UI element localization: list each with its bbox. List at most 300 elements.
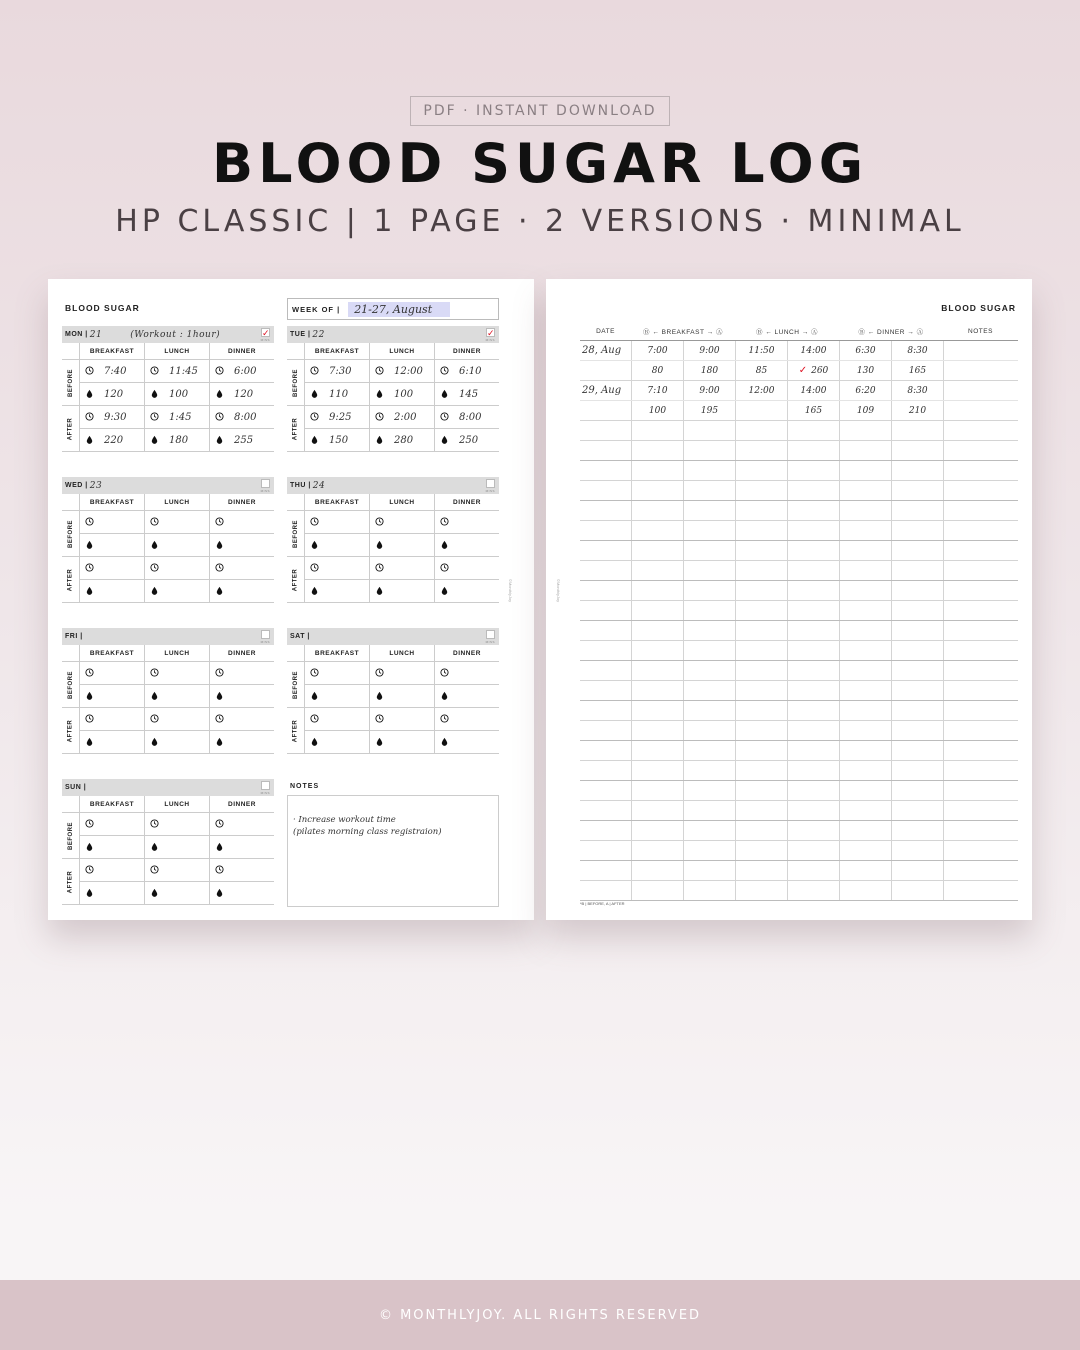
table-cell[interactable] xyxy=(631,561,683,580)
table-cell[interactable] xyxy=(787,721,839,740)
date-cell[interactable] xyxy=(580,801,631,820)
table-cell[interactable] xyxy=(839,521,891,540)
table-cell[interactable] xyxy=(735,401,787,420)
table-cell[interactable] xyxy=(631,341,683,360)
after-time-cell[interactable] xyxy=(80,406,144,429)
table-cell[interactable] xyxy=(683,821,735,840)
table-cell[interactable] xyxy=(683,501,735,520)
before-time-cell[interactable] xyxy=(210,662,274,685)
table-cell[interactable] xyxy=(631,521,683,540)
before-glucose-cell[interactable] xyxy=(370,685,434,708)
table-cell[interactable] xyxy=(683,601,735,620)
date-cell[interactable] xyxy=(580,841,631,860)
after-glucose-cell[interactable] xyxy=(210,882,274,905)
miss-checkbox[interactable] xyxy=(261,630,270,639)
table-cell[interactable] xyxy=(943,841,1018,860)
after-time-cell[interactable] xyxy=(435,708,499,731)
after-time-cell[interactable] xyxy=(370,708,434,731)
table-cell[interactable] xyxy=(891,461,943,480)
table-cell[interactable] xyxy=(631,441,683,460)
date-cell[interactable] xyxy=(580,501,631,520)
table-cell[interactable] xyxy=(787,621,839,640)
table-cell[interactable] xyxy=(891,581,943,600)
table-cell[interactable] xyxy=(891,641,943,660)
table-cell[interactable] xyxy=(839,721,891,740)
table-cell[interactable] xyxy=(735,341,787,360)
table-cell[interactable] xyxy=(891,561,943,580)
table-cell[interactable] xyxy=(787,861,839,880)
before-time-cell[interactable] xyxy=(370,511,434,534)
date-cell[interactable] xyxy=(580,561,631,580)
after-glucose-cell[interactable] xyxy=(210,580,274,603)
table-cell[interactable] xyxy=(839,341,891,360)
before-glucose-cell[interactable] xyxy=(210,534,274,557)
date-cell[interactable] xyxy=(580,361,631,380)
date-cell[interactable] xyxy=(580,621,631,640)
table-cell[interactable] xyxy=(787,641,839,660)
after-glucose-cell[interactable] xyxy=(80,882,144,905)
table-cell[interactable] xyxy=(943,881,1018,900)
table-cell[interactable] xyxy=(891,701,943,720)
table-cell[interactable] xyxy=(683,861,735,880)
table-cell[interactable] xyxy=(683,361,735,380)
table-cell[interactable] xyxy=(631,741,683,760)
table-cell[interactable] xyxy=(891,601,943,620)
table-cell[interactable] xyxy=(839,461,891,480)
date-cell[interactable] xyxy=(580,601,631,620)
date-cell[interactable] xyxy=(580,401,631,420)
table-cell[interactable] xyxy=(735,781,787,800)
table-cell[interactable] xyxy=(787,521,839,540)
table-cell[interactable] xyxy=(735,521,787,540)
before-glucose-cell[interactable] xyxy=(80,685,144,708)
after-glucose-cell[interactable] xyxy=(210,731,274,754)
table-cell[interactable] xyxy=(839,561,891,580)
miss-checkbox[interactable] xyxy=(486,479,495,488)
table-cell[interactable] xyxy=(735,741,787,760)
table-cell[interactable] xyxy=(735,381,787,400)
after-time-cell[interactable] xyxy=(305,708,369,731)
table-cell[interactable] xyxy=(631,861,683,880)
table-cell[interactable] xyxy=(787,421,839,440)
before-glucose-cell[interactable] xyxy=(145,685,209,708)
table-cell[interactable] xyxy=(943,621,1018,640)
table-cell[interactable] xyxy=(839,861,891,880)
table-cell[interactable] xyxy=(735,661,787,680)
table-cell[interactable] xyxy=(683,661,735,680)
table-cell[interactable] xyxy=(839,741,891,760)
table-cell[interactable] xyxy=(787,681,839,700)
table-cell[interactable] xyxy=(735,641,787,660)
table-cell[interactable] xyxy=(683,641,735,660)
before-time-cell[interactable] xyxy=(370,360,434,383)
table-cell[interactable] xyxy=(735,541,787,560)
table-cell[interactable] xyxy=(787,441,839,460)
table-cell[interactable] xyxy=(891,821,943,840)
date-cell[interactable] xyxy=(580,481,631,500)
table-cell[interactable] xyxy=(631,481,683,500)
after-glucose-cell[interactable] xyxy=(145,429,209,452)
after-time-cell[interactable] xyxy=(435,557,499,580)
table-cell[interactable] xyxy=(943,741,1018,760)
date-cell[interactable] xyxy=(580,881,631,900)
table-cell[interactable] xyxy=(943,521,1018,540)
table-cell[interactable] xyxy=(735,501,787,520)
date-cell[interactable] xyxy=(580,641,631,660)
before-time-cell[interactable] xyxy=(80,511,144,534)
before-glucose-cell[interactable] xyxy=(435,685,499,708)
after-glucose-cell[interactable] xyxy=(370,580,434,603)
date-cell[interactable] xyxy=(580,381,631,400)
table-cell[interactable] xyxy=(943,501,1018,520)
after-glucose-cell[interactable] xyxy=(145,882,209,905)
table-cell[interactable] xyxy=(891,761,943,780)
after-time-cell[interactable] xyxy=(145,859,209,882)
before-time-cell[interactable] xyxy=(435,511,499,534)
date-cell[interactable] xyxy=(580,661,631,680)
table-cell[interactable] xyxy=(891,721,943,740)
table-cell[interactable] xyxy=(735,361,787,380)
table-cell[interactable] xyxy=(839,481,891,500)
miss-checkbox[interactable]: ✓ xyxy=(487,328,496,338)
table-cell[interactable] xyxy=(839,641,891,660)
table-cell[interactable] xyxy=(631,641,683,660)
table-cell[interactable] xyxy=(735,421,787,440)
table-cell[interactable] xyxy=(787,741,839,760)
table-cell[interactable] xyxy=(943,781,1018,800)
table-cell[interactable] xyxy=(839,541,891,560)
table-cell[interactable] xyxy=(891,801,943,820)
date-cell[interactable] xyxy=(580,581,631,600)
before-time-cell[interactable] xyxy=(80,360,144,383)
table-cell[interactable] xyxy=(787,661,839,680)
after-time-cell[interactable] xyxy=(210,859,274,882)
date-cell[interactable] xyxy=(580,441,631,460)
table-cell[interactable] xyxy=(839,801,891,820)
after-glucose-cell[interactable] xyxy=(305,429,369,452)
table-cell[interactable] xyxy=(683,881,735,900)
table-cell[interactable] xyxy=(943,361,1018,380)
table-cell[interactable] xyxy=(787,561,839,580)
before-time-cell[interactable] xyxy=(305,360,369,383)
table-cell[interactable] xyxy=(891,661,943,680)
table-cell[interactable] xyxy=(891,841,943,860)
after-glucose-cell[interactable] xyxy=(80,580,144,603)
date-cell[interactable] xyxy=(580,721,631,740)
table-cell[interactable] xyxy=(735,701,787,720)
table-cell[interactable] xyxy=(683,441,735,460)
date-cell[interactable] xyxy=(580,861,631,880)
table-cell[interactable] xyxy=(631,621,683,640)
before-glucose-cell[interactable] xyxy=(305,534,369,557)
table-cell[interactable] xyxy=(631,461,683,480)
table-cell[interactable] xyxy=(943,821,1018,840)
before-time-cell[interactable] xyxy=(145,662,209,685)
table-cell[interactable] xyxy=(631,421,683,440)
table-cell[interactable] xyxy=(891,741,943,760)
date-cell[interactable] xyxy=(580,681,631,700)
table-cell[interactable] xyxy=(943,341,1018,360)
table-cell[interactable] xyxy=(787,481,839,500)
table-cell[interactable] xyxy=(631,841,683,860)
after-glucose-cell[interactable] xyxy=(435,731,499,754)
after-time-cell[interactable] xyxy=(80,708,144,731)
after-time-cell[interactable] xyxy=(145,557,209,580)
table-cell[interactable] xyxy=(943,801,1018,820)
before-time-cell[interactable] xyxy=(210,813,274,836)
table-cell[interactable] xyxy=(631,501,683,520)
table-cell[interactable] xyxy=(787,501,839,520)
after-time-cell[interactable] xyxy=(145,406,209,429)
before-time-cell[interactable] xyxy=(145,360,209,383)
table-cell[interactable] xyxy=(683,801,735,820)
after-glucose-cell[interactable] xyxy=(145,731,209,754)
before-glucose-cell[interactable] xyxy=(210,383,274,406)
before-time-cell[interactable] xyxy=(305,511,369,534)
table-cell[interactable] xyxy=(891,521,943,540)
miss-checkbox[interactable] xyxy=(261,781,270,790)
table-cell[interactable] xyxy=(735,821,787,840)
table-cell[interactable] xyxy=(943,601,1018,620)
before-glucose-cell[interactable] xyxy=(435,534,499,557)
table-cell[interactable] xyxy=(631,781,683,800)
table-cell[interactable] xyxy=(943,681,1018,700)
before-glucose-cell[interactable] xyxy=(370,383,434,406)
table-cell[interactable] xyxy=(683,381,735,400)
table-cell[interactable] xyxy=(943,661,1018,680)
date-cell[interactable] xyxy=(580,821,631,840)
before-glucose-cell[interactable] xyxy=(305,685,369,708)
miss-checkbox[interactable]: ✓ xyxy=(262,328,271,338)
before-glucose-cell[interactable] xyxy=(80,534,144,557)
before-time-cell[interactable] xyxy=(145,511,209,534)
table-cell[interactable] xyxy=(943,721,1018,740)
table-cell[interactable] xyxy=(787,381,839,400)
table-cell[interactable] xyxy=(787,881,839,900)
miss-checkbox[interactable] xyxy=(261,479,270,488)
before-glucose-cell[interactable] xyxy=(145,534,209,557)
table-cell[interactable] xyxy=(891,501,943,520)
after-time-cell[interactable] xyxy=(305,557,369,580)
after-glucose-cell[interactable] xyxy=(435,429,499,452)
table-cell[interactable] xyxy=(735,461,787,480)
table-cell[interactable] xyxy=(683,481,735,500)
table-cell[interactable] xyxy=(891,441,943,460)
before-time-cell[interactable] xyxy=(80,813,144,836)
table-cell[interactable] xyxy=(891,381,943,400)
table-cell[interactable] xyxy=(787,761,839,780)
table-cell[interactable] xyxy=(891,681,943,700)
table-cell[interactable] xyxy=(631,381,683,400)
table-cell[interactable] xyxy=(683,461,735,480)
table-cell[interactable] xyxy=(891,401,943,420)
after-glucose-cell[interactable] xyxy=(370,429,434,452)
table-cell[interactable] xyxy=(735,761,787,780)
date-cell[interactable] xyxy=(580,421,631,440)
table-cell[interactable] xyxy=(735,881,787,900)
table-cell[interactable] xyxy=(787,841,839,860)
table-cell[interactable] xyxy=(839,681,891,700)
table-cell[interactable] xyxy=(787,341,839,360)
table-cell[interactable] xyxy=(839,381,891,400)
before-glucose-cell[interactable] xyxy=(305,383,369,406)
table-cell[interactable] xyxy=(683,741,735,760)
table-cell[interactable] xyxy=(631,801,683,820)
table-cell[interactable] xyxy=(735,721,787,740)
before-glucose-cell[interactable] xyxy=(210,836,274,859)
table-cell[interactable] xyxy=(943,641,1018,660)
after-glucose-cell[interactable] xyxy=(80,731,144,754)
table-cell[interactable] xyxy=(631,701,683,720)
table-cell[interactable] xyxy=(839,621,891,640)
table-cell[interactable] xyxy=(683,841,735,860)
after-time-cell[interactable] xyxy=(370,557,434,580)
date-cell[interactable] xyxy=(580,701,631,720)
table-cell[interactable] xyxy=(683,341,735,360)
table-cell[interactable] xyxy=(839,881,891,900)
table-cell[interactable] xyxy=(891,861,943,880)
after-time-cell[interactable] xyxy=(80,859,144,882)
table-cell[interactable] xyxy=(891,781,943,800)
after-time-cell[interactable] xyxy=(435,406,499,429)
table-cell[interactable] xyxy=(839,761,891,780)
table-cell[interactable] xyxy=(943,461,1018,480)
after-time-cell[interactable] xyxy=(210,406,274,429)
week-of-field[interactable] xyxy=(287,298,499,320)
table-cell[interactable] xyxy=(735,681,787,700)
date-cell[interactable] xyxy=(580,781,631,800)
before-time-cell[interactable] xyxy=(435,360,499,383)
table-cell[interactable] xyxy=(839,581,891,600)
table-cell[interactable] xyxy=(683,721,735,740)
table-cell[interactable] xyxy=(683,761,735,780)
table-cell[interactable] xyxy=(735,601,787,620)
miss-checkbox[interactable] xyxy=(486,630,495,639)
table-cell[interactable] xyxy=(735,621,787,640)
table-cell[interactable] xyxy=(631,541,683,560)
table-cell[interactable] xyxy=(787,601,839,620)
table-cell[interactable] xyxy=(891,421,943,440)
table-cell[interactable] xyxy=(891,341,943,360)
table-cell[interactable] xyxy=(839,701,891,720)
table-cell[interactable] xyxy=(839,421,891,440)
date-cell[interactable] xyxy=(580,461,631,480)
table-cell[interactable] xyxy=(735,441,787,460)
table-cell[interactable] xyxy=(631,401,683,420)
after-glucose-cell[interactable] xyxy=(305,580,369,603)
table-cell[interactable] xyxy=(943,481,1018,500)
table-cell[interactable] xyxy=(683,401,735,420)
after-time-cell[interactable] xyxy=(370,406,434,429)
table-cell[interactable] xyxy=(943,581,1018,600)
table-cell[interactable] xyxy=(787,781,839,800)
after-glucose-cell[interactable] xyxy=(80,429,144,452)
table-cell[interactable] xyxy=(839,441,891,460)
date-cell[interactable] xyxy=(580,521,631,540)
before-glucose-cell[interactable] xyxy=(435,383,499,406)
table-cell[interactable] xyxy=(943,441,1018,460)
table-cell[interactable] xyxy=(839,781,891,800)
table-cell[interactable] xyxy=(787,401,839,420)
table-cell[interactable] xyxy=(839,841,891,860)
table-cell[interactable] xyxy=(943,401,1018,420)
after-glucose-cell[interactable] xyxy=(145,580,209,603)
table-cell[interactable] xyxy=(943,761,1018,780)
before-time-cell[interactable] xyxy=(370,662,434,685)
table-cell[interactable] xyxy=(631,821,683,840)
table-cell[interactable] xyxy=(683,781,735,800)
table-cell[interactable] xyxy=(943,421,1018,440)
table-cell[interactable] xyxy=(735,481,787,500)
after-glucose-cell[interactable] xyxy=(370,731,434,754)
table-cell[interactable] xyxy=(839,361,891,380)
after-time-cell[interactable] xyxy=(210,557,274,580)
table-cell[interactable] xyxy=(683,701,735,720)
before-time-cell[interactable] xyxy=(145,813,209,836)
table-cell[interactable] xyxy=(683,541,735,560)
table-cell[interactable] xyxy=(891,881,943,900)
after-time-cell[interactable] xyxy=(80,557,144,580)
after-time-cell[interactable] xyxy=(210,708,274,731)
table-cell[interactable] xyxy=(943,381,1018,400)
table-cell[interactable] xyxy=(631,601,683,620)
table-cell[interactable] xyxy=(631,681,683,700)
table-cell[interactable] xyxy=(631,721,683,740)
before-glucose-cell[interactable] xyxy=(145,836,209,859)
before-glucose-cell[interactable] xyxy=(80,836,144,859)
before-glucose-cell[interactable] xyxy=(210,685,274,708)
after-time-cell[interactable] xyxy=(305,406,369,429)
table-cell[interactable] xyxy=(891,481,943,500)
table-cell[interactable] xyxy=(631,581,683,600)
table-cell[interactable] xyxy=(891,361,943,380)
after-glucose-cell[interactable] xyxy=(210,429,274,452)
table-cell[interactable] xyxy=(787,801,839,820)
table-cell[interactable] xyxy=(787,581,839,600)
table-cell[interactable] xyxy=(683,561,735,580)
date-cell[interactable] xyxy=(580,341,631,360)
before-time-cell[interactable] xyxy=(305,662,369,685)
before-glucose-cell[interactable] xyxy=(370,534,434,557)
notes-box[interactable] xyxy=(287,795,499,907)
before-time-cell[interactable] xyxy=(210,511,274,534)
after-time-cell[interactable] xyxy=(145,708,209,731)
table-cell[interactable] xyxy=(891,621,943,640)
table-cell[interactable] xyxy=(683,581,735,600)
table-cell[interactable] xyxy=(631,361,683,380)
table-cell[interactable] xyxy=(787,821,839,840)
date-cell[interactable] xyxy=(580,761,631,780)
table-cell[interactable] xyxy=(943,861,1018,880)
table-cell[interactable] xyxy=(683,621,735,640)
table-cell[interactable] xyxy=(943,561,1018,580)
table-cell[interactable] xyxy=(735,801,787,820)
table-cell[interactable] xyxy=(735,561,787,580)
before-glucose-cell[interactable] xyxy=(80,383,144,406)
table-cell[interactable] xyxy=(839,601,891,620)
table-cell[interactable] xyxy=(943,541,1018,560)
table-cell[interactable] xyxy=(839,661,891,680)
table-cell[interactable] xyxy=(787,701,839,720)
table-cell[interactable] xyxy=(787,461,839,480)
table-cell[interactable] xyxy=(683,681,735,700)
after-glucose-cell[interactable] xyxy=(305,731,369,754)
table-cell[interactable] xyxy=(839,501,891,520)
table-cell[interactable] xyxy=(631,881,683,900)
before-glucose-cell[interactable] xyxy=(145,383,209,406)
table-cell[interactable] xyxy=(631,661,683,680)
after-glucose-cell[interactable] xyxy=(435,580,499,603)
